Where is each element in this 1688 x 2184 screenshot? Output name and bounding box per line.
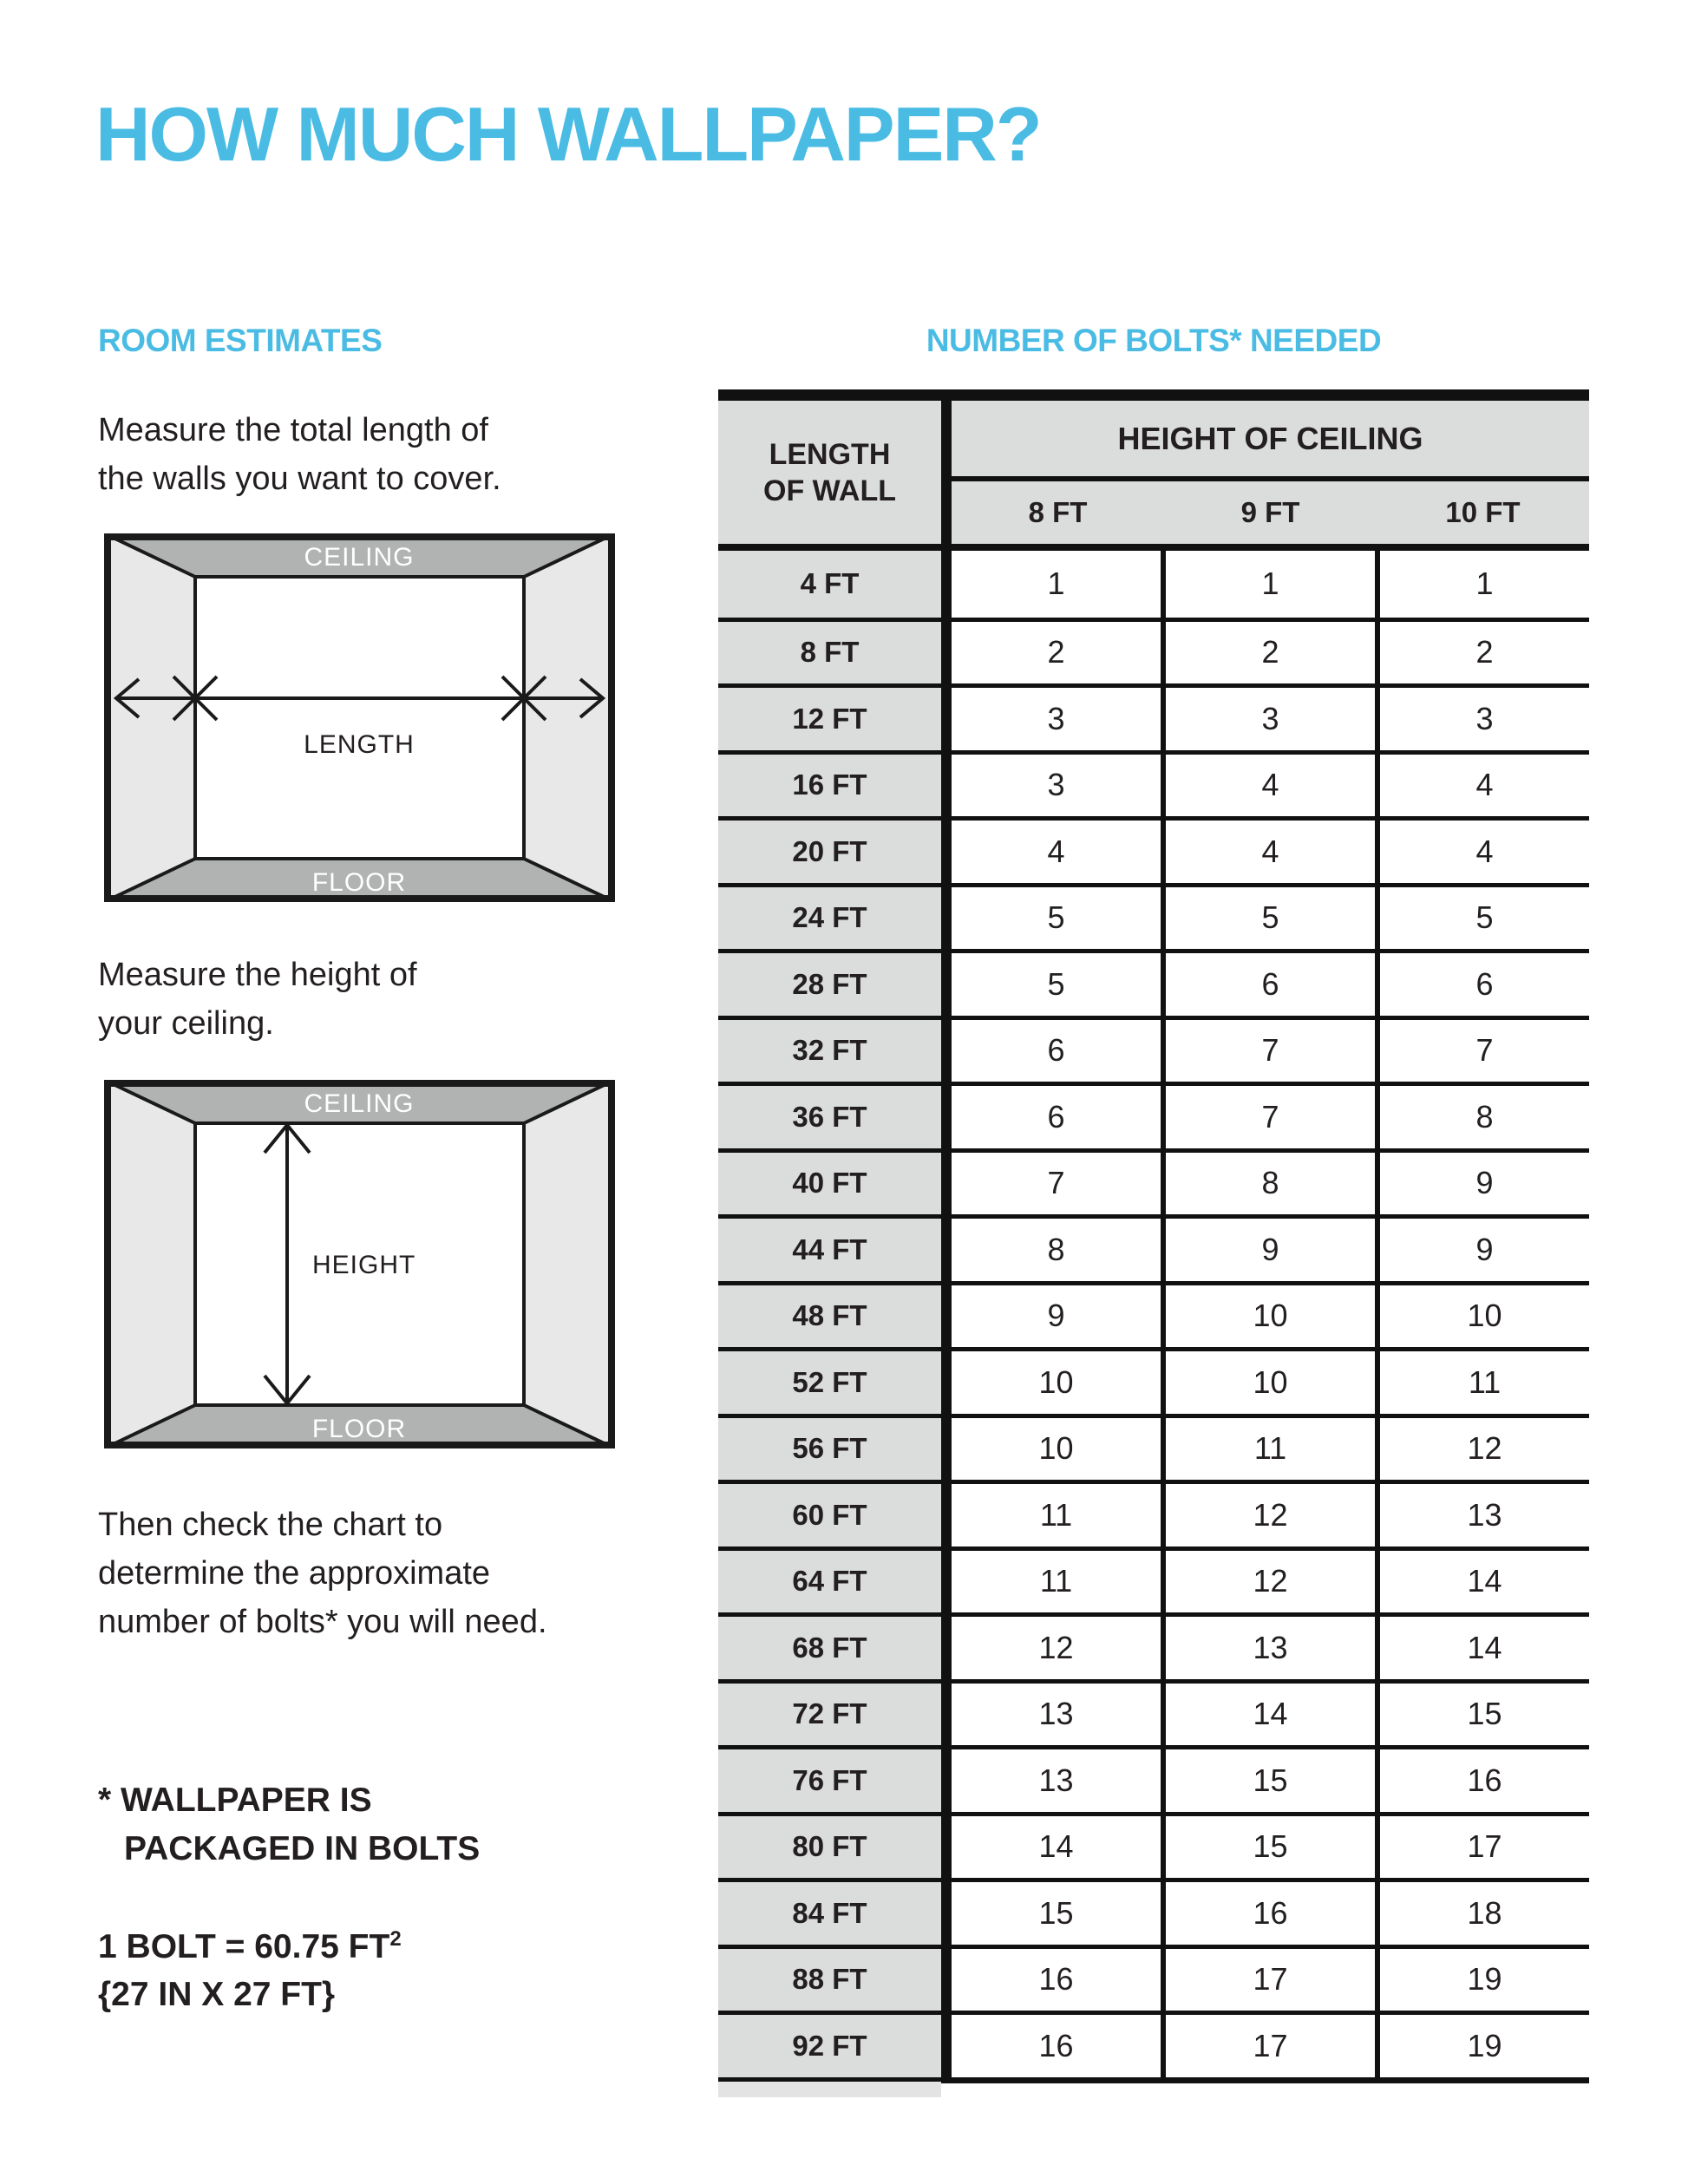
row-vertical-divider	[941, 622, 952, 684]
table-header	[718, 401, 1589, 544]
height-label: HEIGHT	[312, 1251, 416, 1279]
length-label: LENGTH	[304, 730, 415, 759]
row-vertical-divider	[941, 1551, 952, 1613]
row-label: 92 FT	[718, 2015, 941, 2077]
bolts-value-8ft: 10	[1038, 1430, 1074, 1467]
table-row	[718, 1945, 1589, 2011]
bolts-value-10ft: 3	[1375, 688, 1589, 750]
table-row	[718, 1546, 1589, 1613]
bolts-value-9ft: 6	[1161, 953, 1375, 1016]
bolts-value-8ft: 6	[1047, 1032, 1065, 1069]
bolts-value-9ft: 2	[1161, 622, 1375, 684]
table-body	[718, 544, 1589, 2083]
row-vertical-divider	[941, 755, 952, 817]
step3-line1: Then check the chart to	[98, 1507, 443, 1543]
bolts-value-10ft: 14	[1375, 1617, 1589, 1679]
bolts-value-9ft: 12	[1161, 1551, 1375, 1613]
step2-line2: your ceiling.	[98, 1005, 274, 1042]
row-label: 4 FT	[718, 551, 941, 618]
row-vertical-divider	[941, 551, 952, 618]
table-bottom-stub	[718, 2082, 941, 2097]
bolts-value-8ft: 10	[1038, 1363, 1074, 1400]
bolts-value-9ft: 16	[1161, 1882, 1375, 1945]
table-row	[718, 1281, 1589, 1348]
bolts-value-9ft: 15	[1161, 1816, 1375, 1879]
row-label: 68 FT	[718, 1617, 941, 1679]
column-header-8ft: 8 FT	[1028, 496, 1088, 528]
bolts-value-10ft: 18	[1375, 1882, 1589, 1945]
footnote-line1: * WALLPAPER IS	[98, 1782, 372, 1819]
ceiling-label: CEILING	[304, 543, 415, 572]
bolts-value-8ft: 16	[1038, 2027, 1074, 2063]
bolts-value-10ft: 14	[1375, 1551, 1589, 1613]
bolts-value-10ft: 11	[1375, 1351, 1589, 1414]
bolts-value-10ft: 8	[1375, 1086, 1589, 1148]
row-vertical-divider	[941, 1153, 952, 1215]
footnote-line2: PACKAGED IN BOLTS	[124, 1830, 481, 1867]
step1-text	[98, 406, 501, 503]
bolts-value-10ft: 10	[1375, 1285, 1589, 1348]
bolts-value-9ft: 15	[1161, 1749, 1375, 1812]
bolts-value-10ft: 4	[1375, 755, 1589, 817]
row-vertical-divider	[941, 1749, 952, 1812]
bolts-value-10ft: 13	[1375, 1484, 1589, 1546]
bolts-value-9ft: 12	[1161, 1484, 1375, 1546]
room-length-diagram	[104, 533, 615, 902]
bolt-equation: 1 BOLT = 60.75 $FT^2$	[98, 1927, 402, 1965]
bolt-size-info	[98, 1915, 402, 2018]
bolts-value-8ft: 9	[1047, 1298, 1065, 1334]
right-wall-face	[524, 1080, 615, 1448]
row-vertical-divider	[941, 1020, 952, 1082]
row-vertical-divider	[941, 1351, 952, 1414]
floor-label: FLOOR	[311, 1415, 407, 1443]
bolts-value-9ft: 13	[1161, 1617, 1375, 1679]
row-label: 36 FT	[718, 1086, 941, 1148]
row-vertical-divider	[941, 1418, 952, 1481]
column-group-label: HEIGHT OF CEILING	[952, 401, 1589, 476]
bolts-table	[718, 389, 1589, 2083]
bolts-value-9ft: 9	[1161, 1219, 1375, 1281]
bolts-value-10ft: 4	[1375, 821, 1589, 883]
table-row	[718, 1347, 1589, 1414]
row-vertical-divider	[941, 1949, 952, 2011]
row-label: 56 FT	[718, 1418, 941, 1481]
row-vertical-divider	[941, 953, 952, 1016]
row-label: 72 FT	[718, 1684, 941, 1746]
row-label: 20 FT	[718, 821, 941, 883]
ceiling-height-diagram	[104, 1080, 615, 1448]
step3-line2: determine the approximate	[98, 1555, 491, 1592]
row-vertical-divider	[941, 821, 952, 883]
bolts-value-10ft: 6	[1375, 953, 1589, 1016]
bolts-value-10ft: 9	[1375, 1153, 1589, 1215]
bolts-needed-heading: NUMBER OF BOLTS* NEEDED	[926, 323, 1382, 358]
table-row	[718, 1082, 1589, 1148]
bolts-value-10ft: 7	[1375, 1020, 1589, 1082]
bolts-value-8ft: 11	[1039, 1496, 1073, 1533]
bolts-value-8ft: 1	[1047, 566, 1065, 602]
row-label: 64 FT	[718, 1551, 941, 1613]
column-headers-row	[952, 481, 1589, 544]
bolts-value-10ft: 1	[1375, 551, 1589, 618]
bolts-value-8ft: 8	[1047, 1231, 1065, 1267]
bolts-value-8ft: 13	[1038, 1762, 1074, 1798]
bolts-value-9ft: 1	[1161, 551, 1375, 618]
bolts-value-10ft: 19	[1375, 2015, 1589, 2077]
bolts-value-10ft: 16	[1375, 1749, 1589, 1812]
bolts-value-9ft: 10	[1161, 1285, 1375, 1348]
table-top-bar	[718, 389, 1589, 401]
row-label: 76 FT	[718, 1749, 941, 1812]
bolts-value-10ft: 17	[1375, 1816, 1589, 1879]
table-row	[718, 816, 1589, 883]
row-label: 84 FT	[718, 1882, 941, 1945]
row-label: 12 FT	[718, 688, 941, 750]
right-wall-face	[524, 533, 615, 902]
bolts-value-9ft: 17	[1161, 2015, 1375, 2077]
bolts-value-8ft: 12	[1038, 1629, 1074, 1665]
row-label: 16 FT	[718, 755, 941, 817]
bolts-value-8ft: 2	[1047, 634, 1065, 670]
bolts-value-9ft: 8	[1161, 1153, 1375, 1215]
page-title: HOW MUCH WALLPAPER?	[95, 91, 1041, 177]
back-wall-face	[195, 577, 524, 859]
row-vertical-divider	[941, 1086, 952, 1148]
bolts-value-10ft: 5	[1375, 887, 1589, 950]
bolts-value-10ft: 19	[1375, 1949, 1589, 2011]
bolts-value-8ft: 5	[1047, 899, 1065, 936]
table-row	[718, 883, 1589, 950]
bolts-value-10ft: 2	[1375, 622, 1589, 684]
bolts-value-9ft: 14	[1161, 1684, 1375, 1746]
left-wall-face	[104, 1080, 195, 1448]
table-row	[718, 1214, 1589, 1281]
step2-line1: Measure the height of	[98, 957, 417, 993]
row-vertical-divider	[941, 2015, 952, 2077]
row-label: 40 FT	[718, 1153, 941, 1215]
bolts-value-8ft: 5	[1047, 965, 1065, 1002]
ceiling-label: CEILING	[304, 1089, 415, 1118]
table-row	[718, 1414, 1589, 1481]
floor-label: FLOOR	[311, 868, 407, 897]
bolts-value-8ft: 3	[1047, 767, 1065, 803]
bolts-value-9ft: 17	[1161, 1949, 1375, 2011]
row-vertical-divider	[941, 1219, 952, 1281]
step1-line1: Measure the total length of	[98, 412, 488, 448]
row-vertical-divider	[941, 887, 952, 950]
table-row	[718, 1612, 1589, 1679]
row-label: 80 FT	[718, 1816, 941, 1879]
bolts-value-8ft: 13	[1038, 1696, 1074, 1732]
squared-superscript: 2	[389, 1927, 402, 1951]
step2-text	[98, 951, 417, 1048]
left-wall-face	[104, 533, 195, 902]
table-row	[718, 1148, 1589, 1215]
row-label: 32 FT	[718, 1020, 941, 1082]
bolts-value-10ft: 9	[1375, 1219, 1589, 1281]
bolts-value-9ft: 11	[1161, 1418, 1375, 1481]
row-vertical-divider	[941, 1617, 952, 1679]
table-row	[718, 1679, 1589, 1746]
bolts-value-10ft: 12	[1375, 1418, 1589, 1481]
bolts-value-8ft: 15	[1038, 1894, 1074, 1931]
bolt-dimensions: {27 IN X 27 FT}	[98, 1976, 336, 2013]
table-row	[718, 1745, 1589, 1812]
table-row	[718, 949, 1589, 1016]
row-vertical-divider	[941, 1684, 952, 1746]
table-row	[718, 2011, 1589, 2077]
row-label: 28 FT	[718, 953, 941, 1016]
bolts-value-10ft: 15	[1375, 1684, 1589, 1746]
table-row	[718, 1878, 1589, 1945]
step3-text	[98, 1501, 547, 1646]
room-estimates-heading: ROOM ESTIMATES	[98, 323, 383, 358]
bolts-value-8ft: 11	[1039, 1563, 1073, 1599]
row-vertical-divider	[941, 1882, 952, 1945]
row-header-line1: LENGTH	[769, 437, 891, 471]
bolts-value-9ft: 7	[1161, 1020, 1375, 1082]
row-label: 44 FT	[718, 1219, 941, 1281]
row-header-cell	[718, 401, 941, 544]
row-header-line2: OF WALL	[763, 474, 896, 507]
table-row	[718, 1480, 1589, 1546]
step3-line3: number of bolts* you will need.	[98, 1604, 547, 1640]
row-vertical-divider	[941, 1816, 952, 1879]
bolts-value-9ft: 7	[1161, 1086, 1375, 1148]
row-vertical-divider	[941, 1285, 952, 1348]
row-label: 24 FT	[718, 887, 941, 950]
row-vertical-divider	[941, 688, 952, 750]
bolts-value-8ft: 6	[1047, 1098, 1065, 1135]
bolts-value-9ft: 4	[1161, 821, 1375, 883]
table-row	[718, 1016, 1589, 1082]
row-label: 8 FT	[718, 622, 941, 684]
bolts-value-9ft: 5	[1161, 887, 1375, 950]
bolts-value-8ft: 4	[1047, 833, 1065, 869]
bolts-value-8ft: 7	[1047, 1165, 1065, 1201]
row-label: 48 FT	[718, 1285, 941, 1348]
bolts-value-8ft: 16	[1038, 1961, 1074, 1998]
table-row	[718, 1812, 1589, 1879]
bolts-value-8ft: 14	[1038, 1828, 1074, 1865]
bolts-footnote	[98, 1776, 480, 1873]
table-row	[718, 618, 1589, 684]
header-vertical-divider	[941, 401, 952, 544]
column-header-9ft: 9 FT	[1240, 496, 1300, 528]
row-label: 52 FT	[718, 1351, 941, 1414]
table-row	[718, 551, 1589, 618]
table-row	[718, 683, 1589, 750]
table-row	[718, 750, 1589, 817]
bolts-value-9ft: 4	[1161, 755, 1375, 817]
row-vertical-divider	[941, 1484, 952, 1546]
bolts-value-8ft: 3	[1047, 700, 1065, 736]
column-header-10ft: 10 FT	[1445, 496, 1521, 528]
bolts-value-9ft: 3	[1161, 688, 1375, 750]
row-label: 88 FT	[718, 1949, 941, 2011]
bolts-value-9ft: 10	[1161, 1351, 1375, 1414]
step1-line2: the walls you want to cover.	[98, 461, 501, 497]
row-label: 60 FT	[718, 1484, 941, 1546]
